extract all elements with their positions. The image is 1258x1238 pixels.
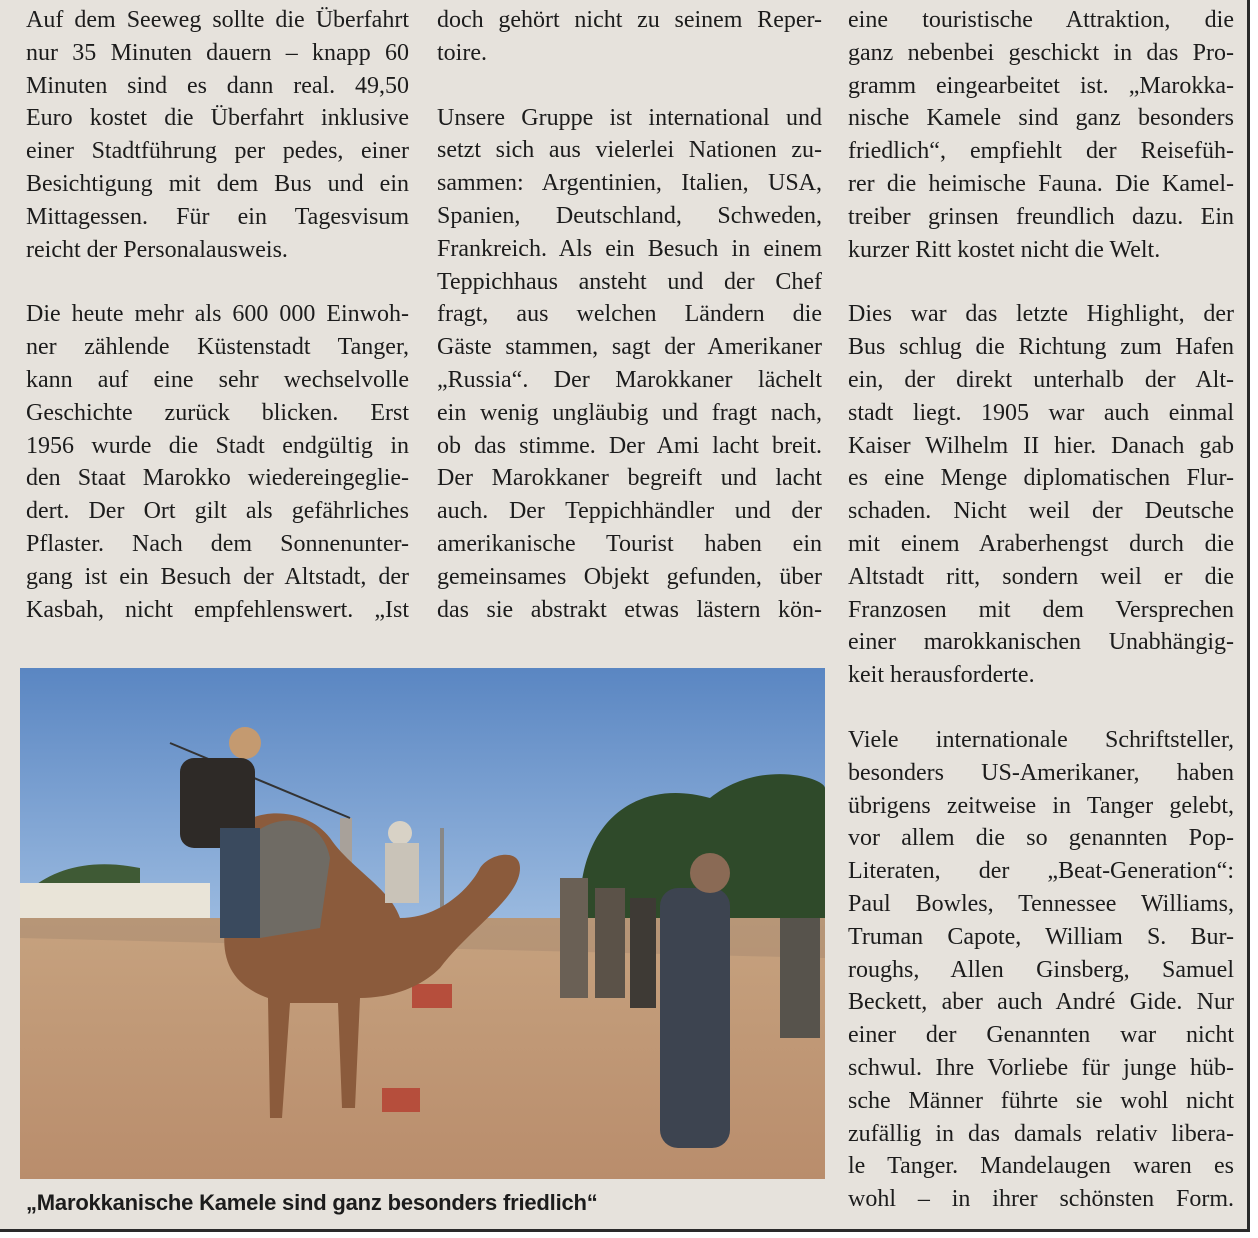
text-line: Truman Capote, William S. Bur- (848, 923, 1234, 950)
text-line: Der Marokkaner begreift und lacht (437, 465, 822, 492)
article-column-2 (437, 4, 822, 626)
text-line: einer Stadtführung per pedes, einer (26, 138, 409, 165)
text-line: Kasbah, nicht empfehlenswert. „Ist (26, 596, 409, 623)
text-line: sammen: Argentinien, Italien, USA, (437, 170, 822, 197)
text-line: zufällig in das damals relativ libera- (848, 1120, 1234, 1147)
text-line: Dies war das letzte Highlight, der (848, 301, 1234, 328)
text-line: Gäste stammen, sagt der Amerikaner (437, 334, 822, 361)
text-line: Viele internationale Schriftsteller, (848, 726, 1234, 753)
text-line: amerikanische Tourist haben ein (437, 530, 822, 557)
text-line: kann auf eine sehr wechselvolle (26, 366, 409, 393)
text-line: Kaiser Wilhelm II hier. Danach gab (848, 432, 1234, 459)
text-line: dert. Der Ort gilt als gefährliches (26, 498, 409, 525)
text-line: übrigens zeitweise in Tanger gelebt, (848, 792, 1234, 819)
text-line: den Staat Marokko wiedereingeglie- (26, 465, 409, 492)
text-line: ner zählende Küstenstadt Tanger, (26, 334, 409, 361)
text-line: einer der Genannten war nicht (848, 1022, 1234, 1049)
text-line: mit einem Araberhengst durch die (848, 530, 1234, 557)
text-line: ein wenig ungläubig und fragt nach, (437, 399, 822, 426)
text-line: einer marokkanischen Unabhängig- (848, 629, 1234, 656)
photo-caption: „Marokkanische Kamele sind ganz besonders friedlich“ (26, 1190, 598, 1215)
text-line: treiber grinsen freundlich dazu. Ein (848, 203, 1234, 230)
text-line: 1956 wurde die Stadt endgültig in (26, 432, 409, 459)
text-line: fragt, aus welchen Ländern die (437, 301, 822, 328)
text-line: Bus schlug die Richtung zum Hafen (848, 334, 1234, 361)
text-line: Literaten, der „Beat-Generation“: (848, 858, 1234, 885)
text-line: friedlich“, empfiehlt der Reisefüh- (848, 138, 1234, 165)
text-line: ein, der direkt unterhalb der Alt- (848, 366, 1234, 393)
text-line: Teppichhaus ansteht und der Chef (437, 268, 822, 295)
text-line: nur 35 Minuten dauern – knapp 60 (26, 39, 409, 66)
text-line: le Tanger. Mandelaugen waren es (848, 1153, 1234, 1180)
text-line: gang ist ein Besuch der Altstadt, der (26, 563, 409, 590)
text-line: besonders US-Amerikaner, haben (848, 759, 1234, 786)
text-line: Franzosen mit dem Versprechen (848, 596, 1234, 623)
text-line: Geschichte zurück blicken. Erst (26, 399, 409, 426)
text-line: Frankreich. Als ein Besuch in einem (437, 235, 822, 262)
text-line: Unsere Gruppe ist international und (437, 104, 822, 131)
article-column-3 (848, 4, 1234, 1216)
text-line: Pflaster. Nach dem Sonnenunter- (26, 530, 409, 557)
text-line: Mittagessen. Für ein Tagesvisum (26, 203, 409, 230)
text-line: Euro kostet die Überfahrt inklusive (26, 105, 409, 132)
text-line: sche Männer führte sie wohl nicht (848, 1087, 1234, 1114)
text-line: rer die heimische Fauna. Die Kamel- (848, 170, 1234, 197)
text-line: setzt sich aus vielerlei Nationen zu- (437, 137, 822, 164)
text-line: stadt liegt. 1905 war auch einmal (848, 399, 1234, 426)
camel-ride-photo (20, 668, 825, 1179)
text-line: Die heute mehr als 600 000 Einwoh- (26, 301, 409, 328)
text-line: gramm eingearbeitet ist. „Marokka- (848, 72, 1234, 99)
text-line: toire. (437, 39, 487, 66)
text-line: Altstadt ritt, sondern weil er die (848, 563, 1234, 590)
text-line: vor allem die so genannten Pop- (848, 825, 1234, 852)
text-line: ob das stimme. Der Ami lacht breit. (437, 432, 822, 459)
text-line: Beckett, aber auch André Gide. Nur (848, 989, 1234, 1016)
text-line: kurzer Ritt kostet nicht die Welt. (848, 236, 1161, 263)
text-line: auch. Der Teppichhändler und der (437, 498, 822, 525)
text-line: schwul. Ihre Vorliebe für junge hüb- (848, 1054, 1234, 1081)
text-line: reicht der Personalausweis. (26, 236, 288, 263)
text-line: gemeinsames Objekt gefunden, über (437, 563, 822, 590)
article-column-1 (26, 4, 409, 626)
text-line: wohl – in ihrer schönsten Form. (848, 1186, 1234, 1213)
text-line: eine touristische Attraktion, die (848, 7, 1234, 33)
text-line: Spanien, Deutschland, Schweden, (437, 202, 822, 229)
text-line: doch gehört nicht zu seinem Reper- (437, 7, 822, 33)
text-line: Paul Bowles, Tennessee Williams, (848, 890, 1234, 917)
text-line: Besichtigung mit dem Bus und ein (26, 170, 409, 197)
text-line: nische Kamele sind ganz besonders (848, 105, 1234, 132)
text-line: es eine Menge diplomatischen Flur- (848, 465, 1234, 492)
text-line: das sie abstrakt etwas lästern kön- (437, 596, 822, 623)
text-line: roughs, Allen Ginsberg, Samuel (848, 956, 1234, 983)
text-line: schaden. Nicht weil der Deutsche (848, 498, 1234, 525)
text-line: keit herausforderte. (848, 662, 1035, 689)
text-line: ganz nebenbei geschickt in das Pro- (848, 39, 1234, 66)
text-line: „Russia“. Der Marokkaner lächelt (437, 366, 822, 393)
text-line: Auf dem Seeweg sollte die Überfahrt (26, 7, 409, 33)
text-line: Minuten sind es dann real. 49,50 (26, 72, 409, 99)
